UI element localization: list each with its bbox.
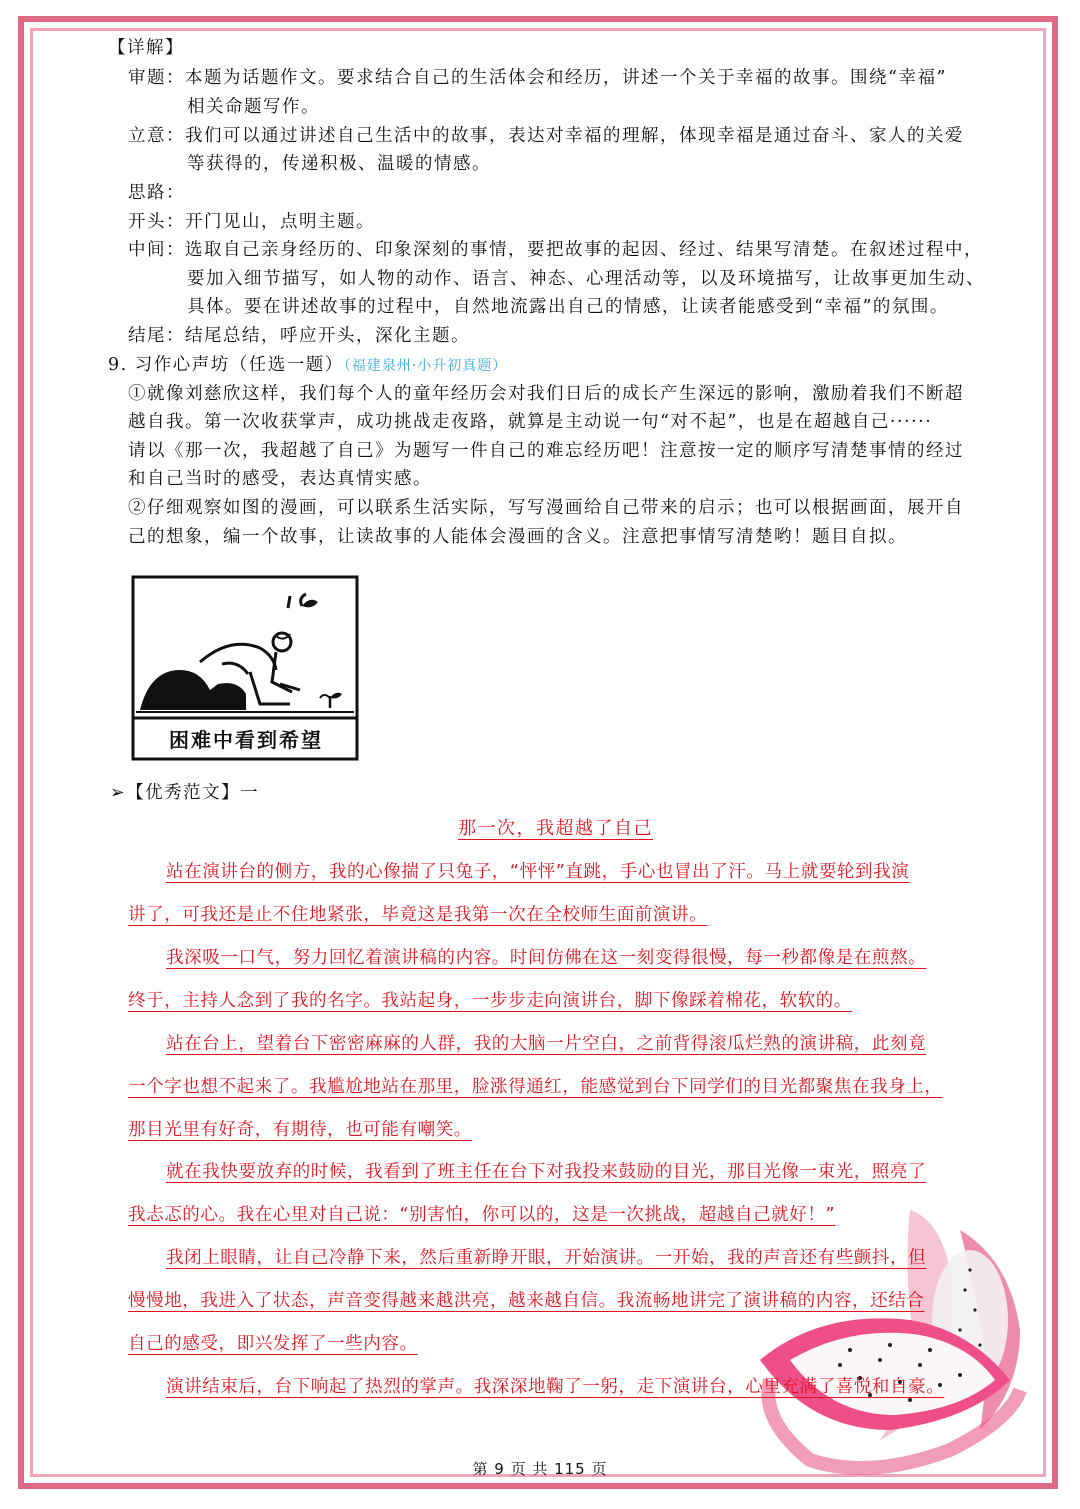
jie-wei-text: 结尾总结，呼应开头，深化主题。 [185,326,470,346]
jie-wei-label: 结尾： [128,326,185,346]
zhong-jian-line-1 [128,238,983,262]
prompt1-line-4: 和自己当时的感受，表达真情实感。 [128,469,432,489]
li-yi-text-1: 我们可以通过讲述自己生活中的故事，表达对幸福的理解，体现幸福是通过奋斗、家人的关爱 [185,126,964,146]
essay-line-1 [166,860,909,884]
essay-line-1-text: 站在演讲台的侧方，我的心像揣了只兔子，“怦怦”直跳，手心也冒出了汗。马上就要轮到我演 [166,862,910,882]
essay-line-11-text: 慢慢地，我进入了状态，声音变得越来越洪亮，越来越自信。我流畅地讲完了演讲稿的内容，还结合 [128,1291,925,1311]
shen-ti-text-1: 本题为话题作文。要求结合自己的生活体会和经历，讲述一个关于幸福的故事。围绕“幸福” [185,68,947,88]
li-yi-text-2: 等获得的，传递积极、温暖的情感。 [187,154,491,174]
question-number: 9. 习作心声坊（任选一题） [108,355,344,375]
li-yi-label: 立意： [128,126,185,146]
prompt2-line-1: ②仔细观察如图的漫画，可以联系生活实际，写写漫画给自己带来的启示；也可以根据画面，展开自 [128,498,964,518]
shen-ti-line-1 [128,66,947,90]
essay-line-13 [166,1375,944,1399]
essay-title [458,817,653,841]
prompt1-line-3: 请以《那一次，我超越了自己》为题写一件自己的难忘经历吧！注意按一定的顺序写清楚事情的经过 [128,441,964,461]
li-yi-line-1 [128,124,964,148]
essay-line-10 [166,1246,926,1270]
essay-line-12 [128,1332,418,1356]
essay-line-6-text: 一个字也想不起来了。我尴尬地站在那里，脸涨得通红，能感觉到台下同学们的目光都聚焦在我身上， [128,1077,943,1097]
essay-line-9-text: 我忐忑的心。我在心里对自己说：“别害怕，你可以的，这是一次挑战，超越自己就好！” [128,1205,836,1225]
essay-line-7 [128,1118,472,1142]
essay-line-8-text: 就在我快要放弃的时候，我看到了班主任在台下对我投来鼓励的目光，那目光像一束光，照亮了 [166,1162,927,1182]
jie-wei-line [128,324,470,348]
cartoon-caption: 困难中看到希望 [169,728,323,752]
kai-tou-text: 开门见山，点明主题。 [185,212,375,232]
essay-line-12-text: 自己的感受，即兴发挥了一些内容。 [128,1334,418,1354]
cartoon-image [130,572,362,764]
question-heading [108,353,507,378]
essay-section-label: ➢【优秀范文】一 [110,783,260,803]
page-number-footer: 第 9 页 共 115 页 [472,1460,608,1478]
essay-line-2 [128,903,707,927]
essay-line-3 [166,946,926,970]
zhong-jian-label: 中间： [128,240,185,260]
kai-tou-label: 开头： [128,212,185,232]
essay-line-8 [166,1160,926,1184]
essay-line-11 [128,1289,924,1313]
essay-line-6 [128,1075,943,1099]
kai-tou-line [128,210,375,234]
essay-line-5 [166,1032,926,1056]
essay-line-4-text: 终于，主持人念到了我的名字。我站起身，一步步走向演讲台，脚下像踩着棉花，软软的。 [128,991,852,1011]
essay-line-13-text: 演讲结束后，台下响起了热烈的掌声。我深深地鞠了一躬，走下演讲台，心里充满了喜悦和自豪。 [166,1377,945,1397]
essay-title-text: 那一次，我超越了自己 [458,818,653,839]
shen-ti-label: 审题： [128,68,185,88]
essay-line-9 [128,1203,835,1227]
essay-line-3-text: 我深吸一口气，努力回忆着演讲稿的内容。时间仿佛在这一刻变得很慢，每一秒都像是在煎熬。 [166,948,927,968]
zhong-jian-text-2: 要加入细节描写，如人物的动作、语言、神态、心理活动等，以及环境描写，让故事更加生动、 [187,269,985,289]
zhong-jian-text-3: 具体。要在讲述故事的过程中，自然地流露出自己的情感，让读者能感受到“幸福”的氛围。 [187,297,949,317]
explain-header: 【详解】 [108,38,184,58]
prompt1-line-2: 越自我。第一次收获掌声，成功挑战走夜路，就算是主动说一句“对不起”，也是在超越自己······ [128,412,933,432]
essay-line-7-text: 那目光里有好奇，有期待，也可能有嘲笑。 [128,1120,472,1140]
essay-line-10-text: 我闭上眼睛，让自己冷静下来，然后重新睁开眼，开始演讲。一开始，我的声音还有些颤抖，但 [166,1248,927,1268]
zhong-jian-text-1: 选取自己亲身经历的、印象深刻的事情，要把故事的起因、经过、结果写清楚。在叙述过程中， [185,240,983,260]
question-source: （福建泉州·小升初真题） [343,358,508,374]
essay-line-4 [128,989,852,1013]
si-lu-label: 思路： [128,183,185,203]
essay-line-5-text: 站在台上，望着台下密密麻麻的人群，我的大脑一片空白，之前背得滚瓜烂熟的演讲稿，此刻竟 [166,1034,927,1054]
shen-ti-text-2: 相关命题写作。 [187,97,320,117]
prompt2-line-2: 己的想象，编一个故事，让读故事的人能体会漫画的含义。注意把事情写清楚哟！题目自拟。 [128,527,907,547]
prompt1-line-1: ①就像刘慈欣这样，我们每个人的童年经历会对我们日后的成长产生深远的影响，激励着我们不断超 [128,384,964,404]
essay-line-2-text: 讲了，可我还是止不住地紧张，毕竟这是我第一次在全校师生面前演讲。 [128,905,708,925]
